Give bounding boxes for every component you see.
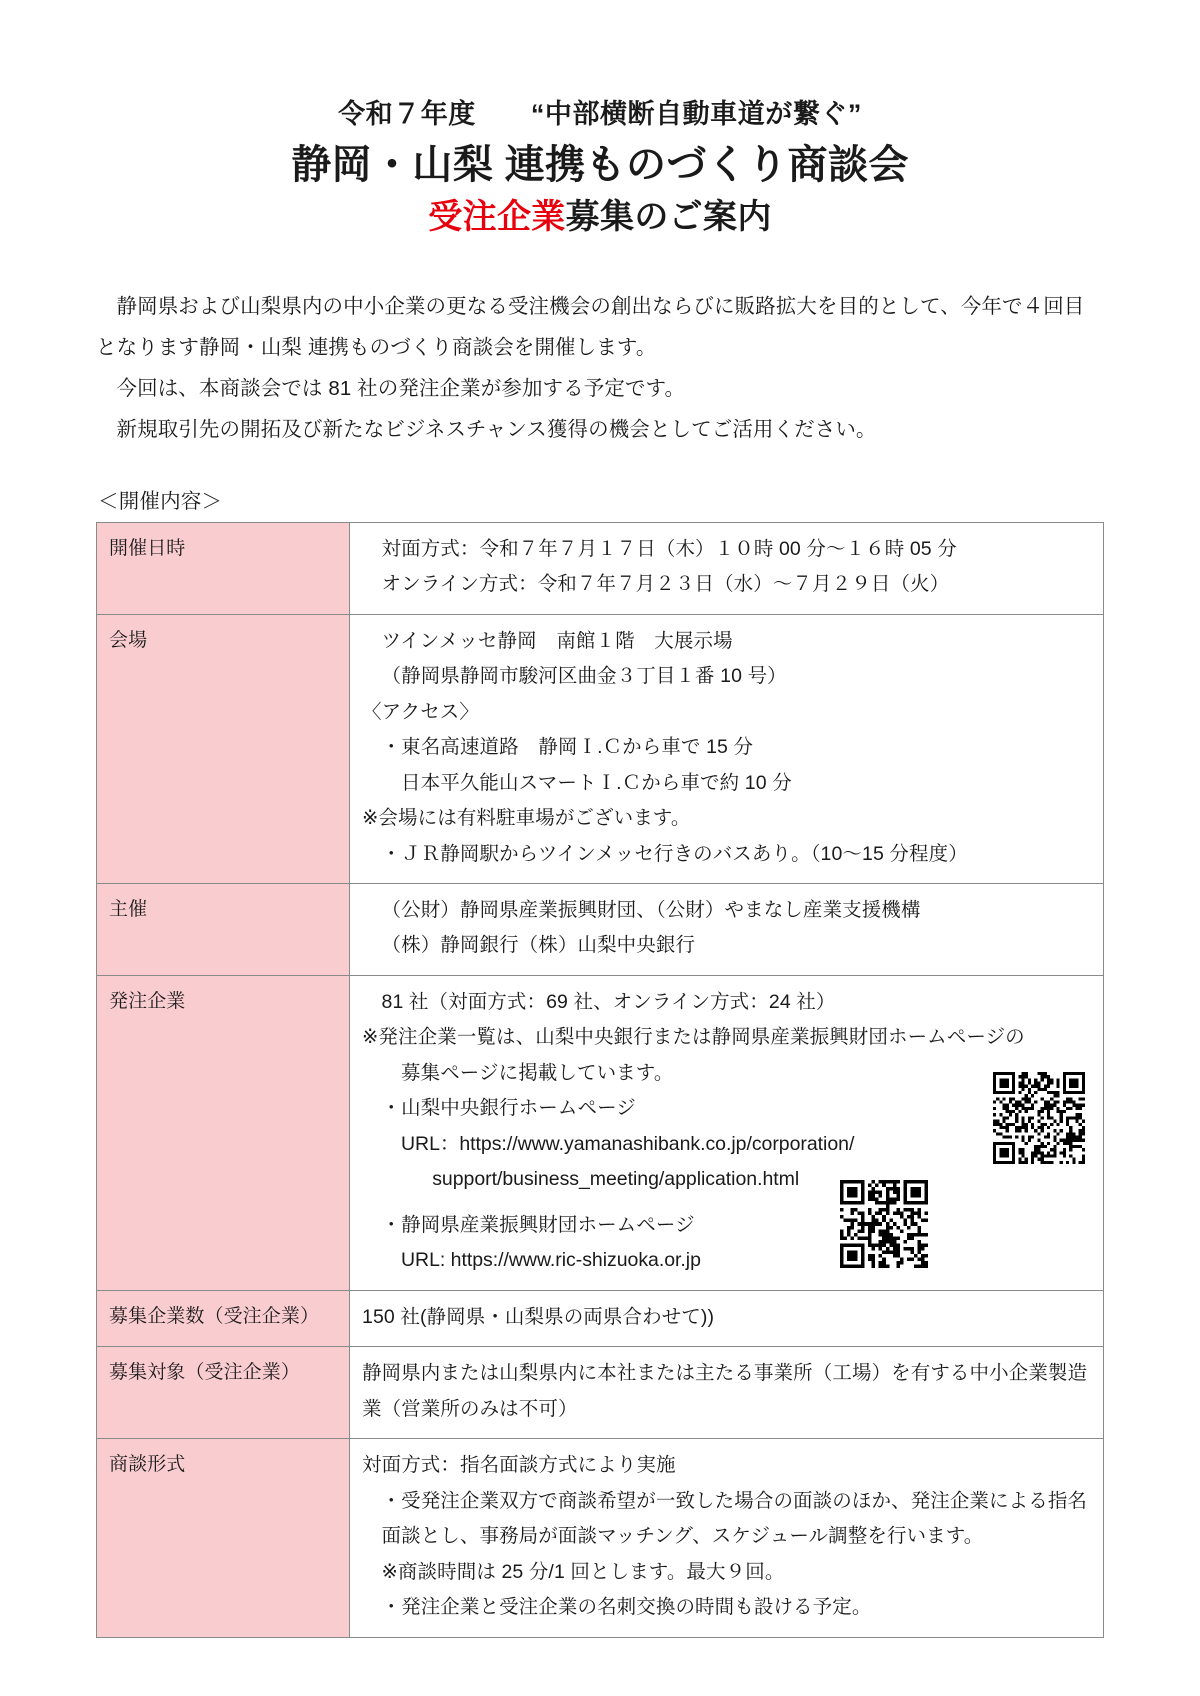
table-row xyxy=(97,1439,1104,1637)
row-value-eligibility xyxy=(350,1347,1104,1439)
datetime-online: オンライン方式：令和７年７月２３日（水）～７月２９日（火） xyxy=(381,573,950,596)
organizer-foundations: （公財）静岡県産業振興財団、（公財）やまなし産業支援機構 xyxy=(381,898,921,921)
table-row xyxy=(97,1290,1104,1346)
recruit-count-text: 150 社(静岡県・山梨県の両県合わせて)) xyxy=(362,1305,715,1328)
ordering-company-count: 81 社（対面方式：69 社、オンライン方式：24 社） xyxy=(381,990,836,1013)
title-subtitle xyxy=(96,195,1104,239)
document-title-block xyxy=(96,96,1104,240)
row-label-datetime: 開催日時 xyxy=(97,522,350,614)
section-heading-event-details: ＜開催内容＞ xyxy=(98,489,223,513)
spacer xyxy=(362,1198,1093,1208)
datetime-inperson: 対面方式：令和７年７月１７日（木）１０時 00 分～１６時 05 分 xyxy=(381,537,957,560)
row-label-meeting-format: 商談形式 xyxy=(97,1439,350,1637)
title-main: 静岡・山梨 連携ものづくり商談会 xyxy=(291,143,909,188)
row-label-eligibility: 募集対象（受注企業） xyxy=(97,1347,350,1439)
row-label-recruit-count: 募集企業数（受注企業） xyxy=(97,1290,350,1346)
ric-shizuoka-qr-icon xyxy=(840,1180,928,1268)
table-row xyxy=(97,522,1104,614)
event-details-table xyxy=(96,522,1104,1638)
meeting-format-inperson: 対面方式：指名面談方式により実施 xyxy=(362,1454,676,1477)
row-label-ordering-companies: 発注企業 xyxy=(97,975,350,1290)
row-value-recruit-count xyxy=(350,1290,1104,1346)
row-value-organizer xyxy=(350,883,1104,975)
intro-paragraph-2: 今回は、本商談会では 81 社の発注企業が参加する予定です。 xyxy=(116,376,686,400)
yamanashi-bank-url-line-1[interactable]: URL：https://www.yamanashibank.co.jp/corporation/ xyxy=(401,1132,855,1155)
venue-access-car-2: 日本平久能山スマートＩ.Ｃから車で約 10 分 xyxy=(401,771,792,794)
yamanashi-bank-site-label: ・山梨中央銀行ホームページ xyxy=(381,1097,636,1120)
ric-shizuoka-site-label: ・静岡県産業振興財団ホームページ xyxy=(381,1213,695,1236)
ordering-company-note-2: 募集ページに掲載しています。 xyxy=(401,1061,674,1084)
intro-paragraph-3: 新規取引先の開拓及び新たなビジネスチャンス獲得の機会としてご活用ください。 xyxy=(116,417,877,441)
table-row xyxy=(97,1347,1104,1439)
event-details-table-body xyxy=(97,522,1104,1637)
row-value-ordering-companies xyxy=(350,975,1104,1290)
intro-paragraph-1: 静岡県および山梨県内の中小企業の更なる受注機会の創出ならびに販路拡大を目的として、今年で４回目となります静岡・山梨 連携ものづくり商談会を開催します。 xyxy=(96,294,1085,359)
title-subtitle-rest: 募集のご案内 xyxy=(565,198,772,237)
row-value-datetime xyxy=(350,522,1104,614)
table-row xyxy=(97,883,1104,975)
row-label-organizer: 主催 xyxy=(97,883,350,975)
venue-access-heading: 〈アクセス〉 xyxy=(362,700,480,723)
venue-access-bus: ・ＪＲ静岡駅からツインメッセ行きのバスあり。（10～15 分程度） xyxy=(381,842,968,865)
venue-access-car-1: ・東名高速道路 静岡Ｉ.Ｃから車で 15 分 xyxy=(381,736,754,759)
ordering-company-note-1: ※発注企業一覧は、山梨中央銀行または静岡県産業振興財団ホームページの xyxy=(362,1026,1025,1049)
venue-name: ツインメッセ静岡 南館１階 大展示場 xyxy=(381,629,733,652)
title-highlight-red: 受注企業 xyxy=(428,198,566,237)
row-value-venue xyxy=(350,614,1104,883)
meeting-format-matching: ・受発注企業双方で商談希望が一致した場合の面談のほか、発注企業による指名面談とし、事務局が面談マッチング、スケジュール調整を行います。 xyxy=(381,1489,1088,1548)
table-row xyxy=(97,614,1104,883)
table-row xyxy=(97,975,1104,1290)
meeting-format-cardexchange: ・発注企業と受注企業の名刺交換の時間も設ける予定。 xyxy=(381,1596,872,1619)
venue-address: （静岡県静岡市駿河区曲金３丁目１番 10 号） xyxy=(381,665,787,688)
row-label-venue: 会場 xyxy=(97,614,350,883)
venue-parking-note: ※会場には有料駐車場がございます。 xyxy=(362,807,691,830)
ric-shizuoka-url[interactable]: URL: https://www.ric-shizuoka.or.jp xyxy=(401,1249,701,1272)
organizer-banks: （株）静岡銀行（株）山梨中央銀行 xyxy=(381,934,696,957)
meeting-format-duration: ※商談時間は 25 分/1 回とします。最大９回。 xyxy=(381,1560,785,1583)
row-value-meeting-format xyxy=(350,1439,1104,1637)
intro-paragraphs xyxy=(96,286,1104,450)
eligibility-text: 静岡県内または山梨県内に本社または主たる事業所（工場）を有する中小企業製造業（営業所のみは不可） xyxy=(362,1362,1088,1420)
title-subheading: 令和７年度 “中部横断自動車道が繋ぐ” xyxy=(338,99,862,129)
yamanashi-bank-url-line-2[interactable]: support/business_meeting/application.html xyxy=(432,1168,800,1191)
yamanashi-bank-qr-icon xyxy=(993,1072,1085,1164)
